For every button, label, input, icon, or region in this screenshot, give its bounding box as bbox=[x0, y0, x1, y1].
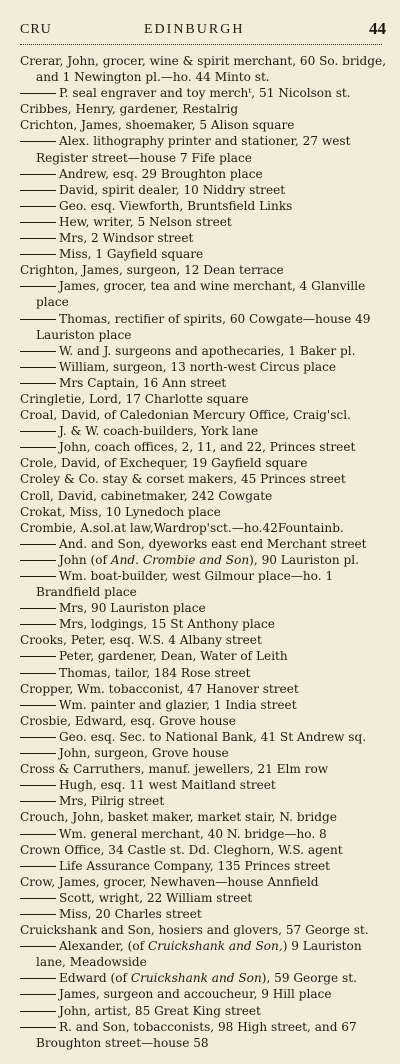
entry-italic-text: Cruickshank and Son, bbox=[147, 939, 283, 954]
ditto-dash bbox=[20, 351, 56, 352]
directory-entry bbox=[20, 53, 390, 85]
entry-text: Cropper, Wm. tobacconist, 47 Hanover street bbox=[20, 681, 299, 696]
directory-entry bbox=[20, 697, 390, 713]
directory-entry bbox=[20, 471, 390, 487]
entry-text: Geo. esq. Sec. to National Bank, 41 St Andrew sq. bbox=[59, 729, 367, 744]
entry-text: David, spirit dealer, 10 Niddry street bbox=[59, 182, 286, 197]
directory-entry bbox=[20, 1019, 390, 1051]
entry-text: James, surgeon and accoucheur, 9 Hill place bbox=[59, 987, 332, 1002]
directory-entry bbox=[20, 713, 390, 729]
ditto-dash bbox=[20, 447, 56, 448]
directory-entry bbox=[20, 777, 390, 793]
entry-text: Crole, David, of Exchequer, 19 Gayfield square bbox=[20, 456, 308, 471]
entry-text: Croal, David, of Caledonian Mercury Office, Craig'scl. bbox=[20, 408, 351, 423]
entry-text: William, surgeon, 13 north-west Circus place bbox=[59, 359, 336, 374]
ditto-dash bbox=[20, 898, 56, 899]
entry-text: Croley & Co. stay & corset makers, 45 Princes street bbox=[20, 472, 346, 487]
directory-entry bbox=[20, 488, 390, 504]
directory-entry bbox=[20, 616, 390, 632]
ditto-dash bbox=[20, 544, 56, 545]
entry-text: Mrs Captain, 16 Ann street bbox=[59, 375, 227, 390]
entry-text: Edward (of bbox=[59, 971, 131, 986]
entry-text: And. and Son, dyeworks east end Merchant street bbox=[59, 536, 367, 551]
ditto-dash bbox=[20, 656, 56, 657]
entry-text: ) 9 Lauriston lane, Meadowside bbox=[36, 939, 362, 970]
entry-text: J. & W. coach-builders, York lane bbox=[59, 424, 259, 439]
entry-text: ), 90 Lauriston pl. bbox=[249, 552, 359, 567]
ditto-dash bbox=[20, 914, 56, 915]
ditto-dash bbox=[20, 174, 56, 175]
directory-entry bbox=[20, 681, 390, 697]
entry-text: Scott, wright, 22 William street bbox=[59, 890, 253, 905]
ditto-dash bbox=[20, 367, 56, 368]
entry-text: Mrs, 90 Lauriston place bbox=[59, 601, 206, 616]
entry-text: Crouch, John, basket maker, market stair, N. bridge bbox=[20, 810, 337, 825]
entry-text: Crown Office, 34 Castle st. Dd. Cleghorn, W.S. agent bbox=[20, 842, 343, 857]
entry-text: Alexander, (of bbox=[59, 939, 148, 954]
ditto-dash bbox=[20, 141, 56, 142]
ditto-dash bbox=[20, 93, 56, 94]
entry-text: Miss, 20 Charles street bbox=[59, 906, 202, 921]
directory-entry bbox=[20, 906, 390, 922]
entry-text: Life Assurance Company, 135 Princes street bbox=[59, 858, 331, 873]
directory-entry bbox=[20, 246, 390, 262]
directory-entry bbox=[20, 874, 390, 890]
entry-text: Mrs, Pilrig street bbox=[59, 794, 165, 809]
ditto-dash bbox=[20, 560, 56, 561]
page-number: 44 bbox=[369, 19, 386, 38]
entry-text: John (of bbox=[59, 552, 111, 567]
ditto-dash bbox=[20, 624, 56, 625]
entry-text: James, grocer, tea and wine merchant, 4 Glanville place bbox=[36, 279, 366, 310]
directory-entry bbox=[20, 311, 390, 343]
ditto-dash bbox=[20, 978, 56, 979]
directory-entry bbox=[20, 922, 390, 938]
directory-entry bbox=[20, 745, 390, 761]
directory-entry bbox=[20, 182, 390, 198]
ditto-dash bbox=[20, 1027, 56, 1028]
directory-entry bbox=[20, 632, 390, 648]
entry-text: Hew, writer, 5 Nelson street bbox=[59, 214, 232, 229]
directory-entry bbox=[20, 101, 390, 117]
ditto-dash bbox=[20, 238, 56, 239]
directory-entry bbox=[20, 938, 390, 970]
entry-text: Crooks, Peter, esq. W.S. 4 Albany street bbox=[20, 633, 262, 648]
directory-entry bbox=[20, 809, 390, 825]
entry-text: Wm. general merchant, 40 N. bridge—ho. 8 bbox=[59, 826, 327, 841]
entry-text: Hugh, esq. 11 west Maitland street bbox=[59, 778, 276, 793]
directory-entry bbox=[20, 262, 390, 278]
header-dotted-rule bbox=[20, 44, 382, 45]
entry-text: Geo. esq. Viewforth, Bruntsfield Links bbox=[59, 198, 293, 213]
ditto-dash bbox=[20, 705, 56, 706]
directory-entry bbox=[20, 665, 390, 681]
entry-text: Cringletie, Lord, 17 Charlotte square bbox=[20, 391, 249, 406]
entry-text: Crow, James, grocer, Newhaven—house Annfield bbox=[20, 874, 319, 889]
entry-text: Mrs, 2 Windsor street bbox=[59, 231, 194, 246]
entry-text: Crosbie, Edward, esq. Grove house bbox=[20, 713, 236, 728]
directory-entry bbox=[20, 520, 390, 536]
directory-entry bbox=[20, 600, 390, 616]
directory-entry bbox=[20, 166, 390, 182]
entry-text: ), 59 George st. bbox=[261, 971, 357, 986]
entry-text: Wm. painter and glazier, 1 India street bbox=[59, 697, 297, 712]
ditto-dash bbox=[20, 753, 56, 754]
ditto-dash bbox=[20, 286, 56, 287]
entry-italic-text: Cruickshank and Son bbox=[130, 971, 262, 986]
ditto-dash bbox=[20, 834, 56, 835]
entry-text: Cribbes, Henry, gardener, Restalrig bbox=[20, 102, 239, 117]
entry-text: P. seal engraver and toy merchᵗ, 51 Nicolson st. bbox=[59, 86, 351, 101]
entry-text: Mrs, lodgings, 15 St Anthony place bbox=[59, 617, 275, 632]
entry-text: Andrew, esq. 29 Broughton place bbox=[59, 166, 263, 181]
directory-entry bbox=[20, 552, 390, 568]
directory-entry bbox=[20, 648, 390, 664]
ditto-dash bbox=[20, 190, 56, 191]
directory-entry bbox=[20, 407, 390, 423]
ditto-dash bbox=[20, 206, 56, 207]
entry-text: John, surgeon, Grove house bbox=[59, 746, 229, 761]
entry-text: Crighton, James, surgeon, 12 Dean terrace bbox=[20, 263, 284, 278]
directory-entry bbox=[20, 970, 390, 986]
directory-entry bbox=[20, 761, 390, 777]
directory-entry bbox=[20, 826, 390, 842]
running-header bbox=[20, 19, 390, 42]
directory-entry bbox=[20, 423, 390, 439]
directory-entry bbox=[20, 1003, 390, 1019]
directory-entries bbox=[20, 53, 390, 1051]
entry-text: Crokat, Miss, 10 Lynedoch place bbox=[20, 504, 221, 519]
ditto-dash bbox=[20, 866, 56, 867]
entry-italic-text: And. Crombie and Son bbox=[110, 552, 250, 567]
ditto-dash bbox=[20, 673, 56, 674]
directory-entry bbox=[20, 858, 390, 874]
header-city: EDINBURGH bbox=[144, 22, 245, 37]
entry-text: Miss, 1 Gayfield square bbox=[59, 247, 204, 262]
directory-entry bbox=[20, 568, 390, 600]
ditto-dash bbox=[20, 801, 56, 802]
directory-entry bbox=[20, 439, 390, 455]
directory-entry bbox=[20, 890, 390, 906]
entry-text: Thomas, tailor, 184 Rose street bbox=[59, 665, 251, 680]
directory-entry bbox=[20, 214, 390, 230]
entry-text: Peter, gardener, Dean, Water of Leith bbox=[59, 649, 288, 664]
directory-entry bbox=[20, 391, 390, 407]
directory-entry bbox=[20, 230, 390, 246]
entry-text: R. and Son, tobacconists, 98 High street, and 67 Broughton street—house 58 bbox=[36, 1019, 357, 1050]
ditto-dash bbox=[20, 994, 56, 995]
ditto-dash bbox=[20, 222, 56, 223]
entry-text: Crombie, A.sol.at law,Wardrop'sct.—ho.42Fountainb. bbox=[20, 520, 344, 535]
ditto-dash bbox=[20, 383, 56, 384]
ditto-dash bbox=[20, 431, 56, 432]
entry-text: John, coach offices, 2, 11, and 22, Princes street bbox=[59, 440, 356, 455]
directory-entry bbox=[20, 986, 390, 1002]
directory-entry bbox=[20, 117, 390, 133]
directory-entry bbox=[20, 133, 390, 165]
entry-text: Alex. lithography printer and stationer, 27 west Register street—house 7 Fife place bbox=[36, 134, 351, 165]
directory-entry bbox=[20, 198, 390, 214]
directory-entry bbox=[20, 842, 390, 858]
entry-text: Cross & Carruthers, manuf. jewellers, 21 Elm row bbox=[20, 762, 329, 777]
directory-entry bbox=[20, 536, 390, 552]
directory-entry bbox=[20, 455, 390, 471]
ditto-dash bbox=[20, 946, 56, 947]
ditto-dash bbox=[20, 319, 56, 320]
ditto-dash bbox=[20, 737, 56, 738]
directory-entry bbox=[20, 278, 390, 310]
entry-text: Croll, David, cabinetmaker, 242 Cowgate bbox=[20, 488, 273, 503]
directory-entry bbox=[20, 375, 390, 391]
entry-text: Crichton, James, shoemaker, 5 Alison square bbox=[20, 118, 295, 133]
directory-entry bbox=[20, 359, 390, 375]
directory-entry bbox=[20, 793, 390, 809]
directory-entry bbox=[20, 729, 390, 745]
entry-text: John, artist, 85 Great King street bbox=[59, 1003, 261, 1018]
directory-entry bbox=[20, 504, 390, 520]
entry-text: Crerar, John, grocer, wine & spirit merchant, 60 So. bridge, and 1 Newington pl.—ho. 44 Minto st. bbox=[20, 54, 387, 85]
entry-text: W. and J. surgeons and apothecaries, 1 Baker pl. bbox=[59, 343, 356, 358]
entry-text: Thomas, rectifier of spirits, 60 Cowgate—house 49 Lauriston place bbox=[36, 311, 371, 342]
ditto-dash bbox=[20, 576, 56, 577]
header-section-letters: CRU bbox=[20, 22, 52, 37]
directory-entry bbox=[20, 85, 390, 101]
ditto-dash bbox=[20, 254, 56, 255]
ditto-dash bbox=[20, 608, 56, 609]
entry-text: Wm. boat-builder, west Gilmour place—ho. 1 Brandfield place bbox=[36, 569, 334, 600]
entry-text: Cruickshank and Son, hosiers and glovers, 57 George st. bbox=[20, 923, 369, 938]
ditto-dash bbox=[20, 785, 56, 786]
directory-entry bbox=[20, 343, 390, 359]
ditto-dash bbox=[20, 1011, 56, 1012]
